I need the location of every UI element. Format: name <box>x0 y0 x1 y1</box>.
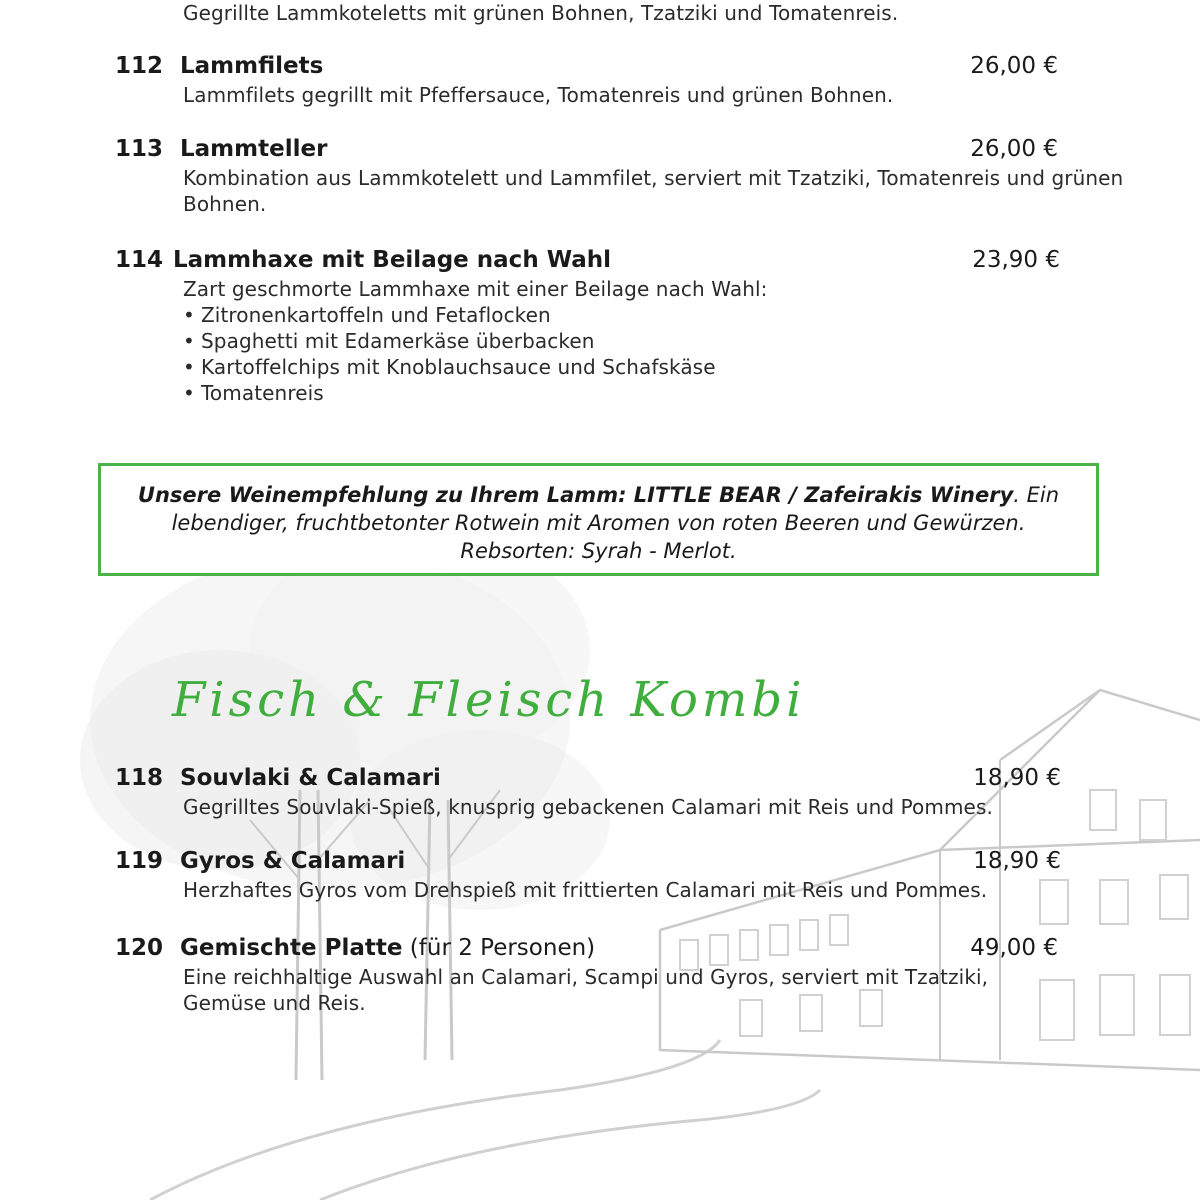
item-number: 112 <box>115 53 164 79</box>
menu-item-119 <box>115 846 405 876</box>
item-name: Souvlaki & Calamari <box>180 765 441 791</box>
item-price: 18,90 € <box>973 848 1061 874</box>
item-description: Herzhaftes Gyros vom Drehspieß mit frittierten Calamari mit Reis und Pommes. <box>183 878 988 902</box>
item-serving-note: (für 2 Personen) <box>402 935 596 961</box>
item-number: 118 <box>115 765 164 791</box>
item-name: Lammteller <box>180 136 328 162</box>
side-dish-options-list <box>183 302 716 406</box>
item-description: Zart geschmorte Lammhaxe mit einer Beilage nach Wahl: <box>183 277 768 301</box>
item-name: Lammhaxe mit Beilage nach Wahl <box>173 247 612 273</box>
item-price: 18,90 € <box>973 765 1061 791</box>
item-name: Gyros & Calamari <box>180 848 406 874</box>
list-item <box>183 380 716 406</box>
item-name: Gemischte Platte <box>180 935 403 961</box>
menu-item-112 <box>115 51 323 81</box>
item-number: 120 <box>115 935 164 961</box>
wine-recommendation-text <box>115 481 1082 565</box>
item-price: 23,90 € <box>972 247 1060 273</box>
menu-item-120 <box>115 933 595 963</box>
item-111-description: Gegrillte Lammkoteletts mit grünen Bohnen, Tzatziki und Tomatenreis. <box>183 1 899 25</box>
item-price: 49,00 € <box>970 935 1058 961</box>
item-price: 26,00 € <box>970 136 1058 162</box>
menu-item-114 <box>115 245 611 275</box>
item-description: Gegrilltes Souvlaki-Spieß, knusprig gebackenen Calamari mit Reis und Pommes. <box>183 795 993 819</box>
wine-recommendation-lead: Unsere Weinempfehlung zu Ihrem Lamm: LITTLE BEAR / Zafeirakis Winery <box>137 483 1014 507</box>
item-name: Lammfilets <box>180 53 324 79</box>
option-label: Kartoffelchips mit Knoblauchsauce und Schafskäse <box>201 355 716 379</box>
item-description: Gemüse und Reis. <box>183 991 366 1015</box>
bullet: • <box>183 303 195 327</box>
wine-recommendation-body: . Ein lebendiger, fruchtbetonter Rotwein mit Aromen von roten Beeren und Gewürzen. Rebsorten: Syrah - Merlot. <box>171 483 1060 563</box>
item-price: 26,00 € <box>970 53 1058 79</box>
item-number: 114 <box>115 247 164 273</box>
option-label: Tomatenreis <box>201 381 324 405</box>
item-description: Bohnen. <box>183 192 267 216</box>
option-label: Spaghetti mit Edamerkäse überbacken <box>201 329 595 353</box>
menu-item-113 <box>115 134 327 164</box>
bullet: • <box>183 329 195 353</box>
item-description: Lammfilets gegrillt mit Pfeffersauce, Tomatenreis und grünen Bohnen. <box>183 83 894 107</box>
item-number: 113 <box>115 136 164 162</box>
section-title: Fisch & Fleisch Kombi <box>172 672 806 728</box>
item-description: Kombination aus Lammkotelett und Lammfilet, serviert mit Tzatziki, Tomatenreis und grünen <box>183 166 1124 190</box>
item-description: Eine reichhaltige Auswahl an Calamari, Scampi und Gyros, serviert mit Tzatziki, <box>183 965 989 989</box>
bullet: • <box>183 381 195 405</box>
item-number: 119 <box>115 848 164 874</box>
menu-item-118 <box>115 763 441 793</box>
list-item <box>183 328 716 354</box>
option-label: Zitronenkartoffeln und Fetaflocken <box>201 303 551 327</box>
bullet: • <box>183 355 195 379</box>
list-item <box>183 302 716 328</box>
wine-recommendation-box <box>98 463 1099 576</box>
list-item <box>183 354 716 380</box>
